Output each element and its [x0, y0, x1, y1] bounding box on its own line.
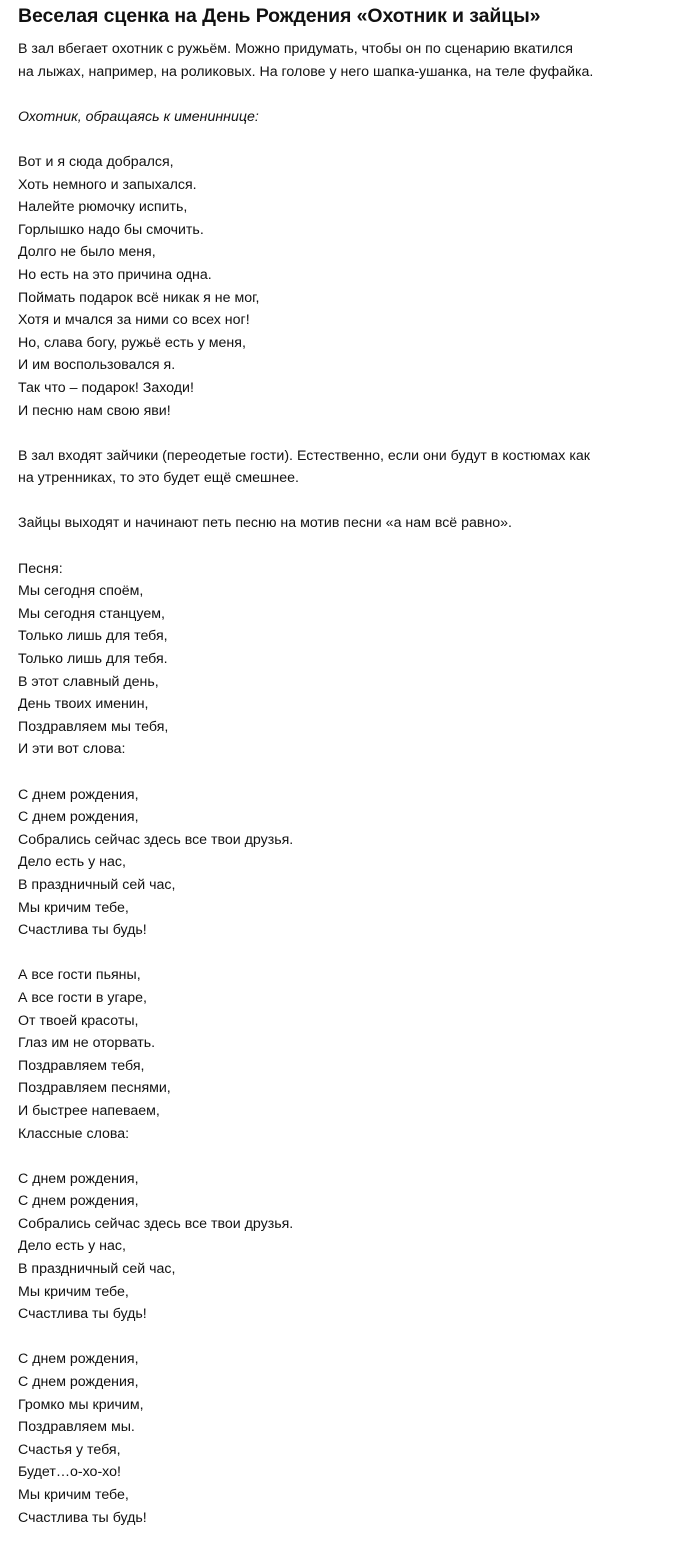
verse-line: Дело есть у нас,: [18, 854, 126, 871]
verse-line: С днем рождения,: [18, 1351, 139, 1368]
article-title: Веселая сценка на День Рождения «Охотник и зайцы»: [18, 5, 541, 27]
verse-line: Только лишь для тебя.: [18, 651, 168, 668]
verse-line: Хоть немного и запыхался.: [18, 176, 197, 193]
text-line: на лыжах, например, на роликовых. На голове у него шапка-ушанка, на теле фуфайка.: [18, 63, 594, 80]
verse-line: Поздравляем тебя,: [18, 1057, 145, 1074]
verse-line: С днем рождения,: [18, 1374, 139, 1391]
verse-line: И песню нам свою яви!: [18, 402, 171, 419]
text-line: В зал входят зайчики (переодетые гости). Естественно, если они будут в костюмах как: [18, 447, 590, 464]
verse-line: Но, слава богу, ружьё есть у меня,: [18, 334, 246, 351]
verse-line: Будет…о-хо-хо!: [18, 1464, 121, 1481]
hunter-verse: [18, 151, 682, 422]
verse-line: Дело есть у нас,: [18, 1238, 126, 1255]
verse-line: С днем рождения,: [18, 809, 139, 826]
verse-line: Мы сегодня станцуем,: [18, 605, 165, 622]
verse-line: Мы кричим тебе,: [18, 899, 129, 916]
verse-line: Счастлива ты будь!: [18, 1306, 147, 1323]
verse-line: В этот славный день,: [18, 673, 159, 690]
verse-line: Хотя и мчался за ними со всех ног!: [18, 312, 250, 329]
verse-line: А все гости пьяны,: [18, 967, 141, 984]
verse-line: Счастлива ты будь!: [18, 922, 147, 939]
verse-line: Только лишь для тебя,: [18, 628, 168, 645]
verse-line: Глаз им не оторвать.: [18, 1035, 156, 1052]
verse-line: Так что – подарок! Заходи!: [18, 379, 194, 396]
bunnies-sing-paragraph: Зайцы выходят и начинают петь песню на мотив песни «а нам всё равно».: [18, 515, 512, 532]
verse-line: Мы кричим тебе,: [18, 1283, 129, 1300]
verse-line: И быстрее напеваем,: [18, 1102, 160, 1119]
text-line: В зал вбегает охотник с ружьём. Можно придумать, чтобы он по сценарию вкатился: [18, 41, 573, 57]
verse-line: Долго не было меня,: [18, 244, 156, 261]
verse-line: Мы сегодня споём,: [18, 583, 144, 600]
verse-line: Счастья у тебя,: [18, 1441, 121, 1458]
verse-line: Собрались сейчас здесь все твои друзья.: [18, 1215, 294, 1232]
song-verse-2: [18, 964, 682, 1145]
verse-line: Поздравляем песнями,: [18, 1080, 171, 1097]
chorus-final: [18, 1348, 682, 1529]
chorus-2: [18, 1168, 682, 1326]
verse-line: Классные слова:: [18, 1125, 130, 1142]
chorus-1: [18, 784, 682, 942]
verse-line: Счастлива ты будь!: [18, 1509, 147, 1526]
verse-line: И эти вот слова:: [18, 741, 126, 758]
intro-paragraph: [18, 38, 682, 83]
verse-line: С днем рождения,: [18, 1193, 139, 1210]
verse-line: И им воспользовался я.: [18, 357, 176, 374]
verse-line: С днем рождения,: [18, 786, 139, 803]
verse-line: Но есть на это причина одна.: [18, 266, 212, 283]
verse-line: Собрались сейчас здесь все твои друзья.: [18, 831, 294, 848]
verse-line: В праздничный сей час,: [18, 1261, 176, 1278]
verse-line: Налейте рюмочку испить,: [18, 199, 188, 216]
verse-line: Поздравляем мы.: [18, 1419, 135, 1436]
song-verse-1: [18, 558, 682, 761]
verse-line: Песня:: [18, 560, 63, 577]
verse-line: День твоих именин,: [18, 696, 149, 713]
verse-line: Горлышко надо бы смочить.: [18, 221, 204, 238]
verse-line: Поймать подарок всё никак я не мог,: [18, 289, 260, 306]
verse-line: Мы кричим тебе,: [18, 1487, 129, 1503]
verse-line: В праздничный сей час,: [18, 876, 176, 893]
verse-line: А все гости в угаре,: [18, 989, 147, 1006]
text-line: на утренниках, то это будет ещё смешнее.: [18, 470, 299, 487]
verse-line: От твоей красоты,: [18, 1012, 139, 1029]
verse-line: Громко мы кричим,: [18, 1396, 144, 1413]
verse-line: Поздравляем мы тебя,: [18, 718, 169, 735]
verse-line: Вот и я сюда добрался,: [18, 153, 174, 170]
hunter-cue: Охотник, обращаясь к имениннице:: [18, 108, 259, 125]
bunnies-enter-paragraph: [18, 445, 682, 490]
verse-line: С днем рождения,: [18, 1170, 139, 1187]
